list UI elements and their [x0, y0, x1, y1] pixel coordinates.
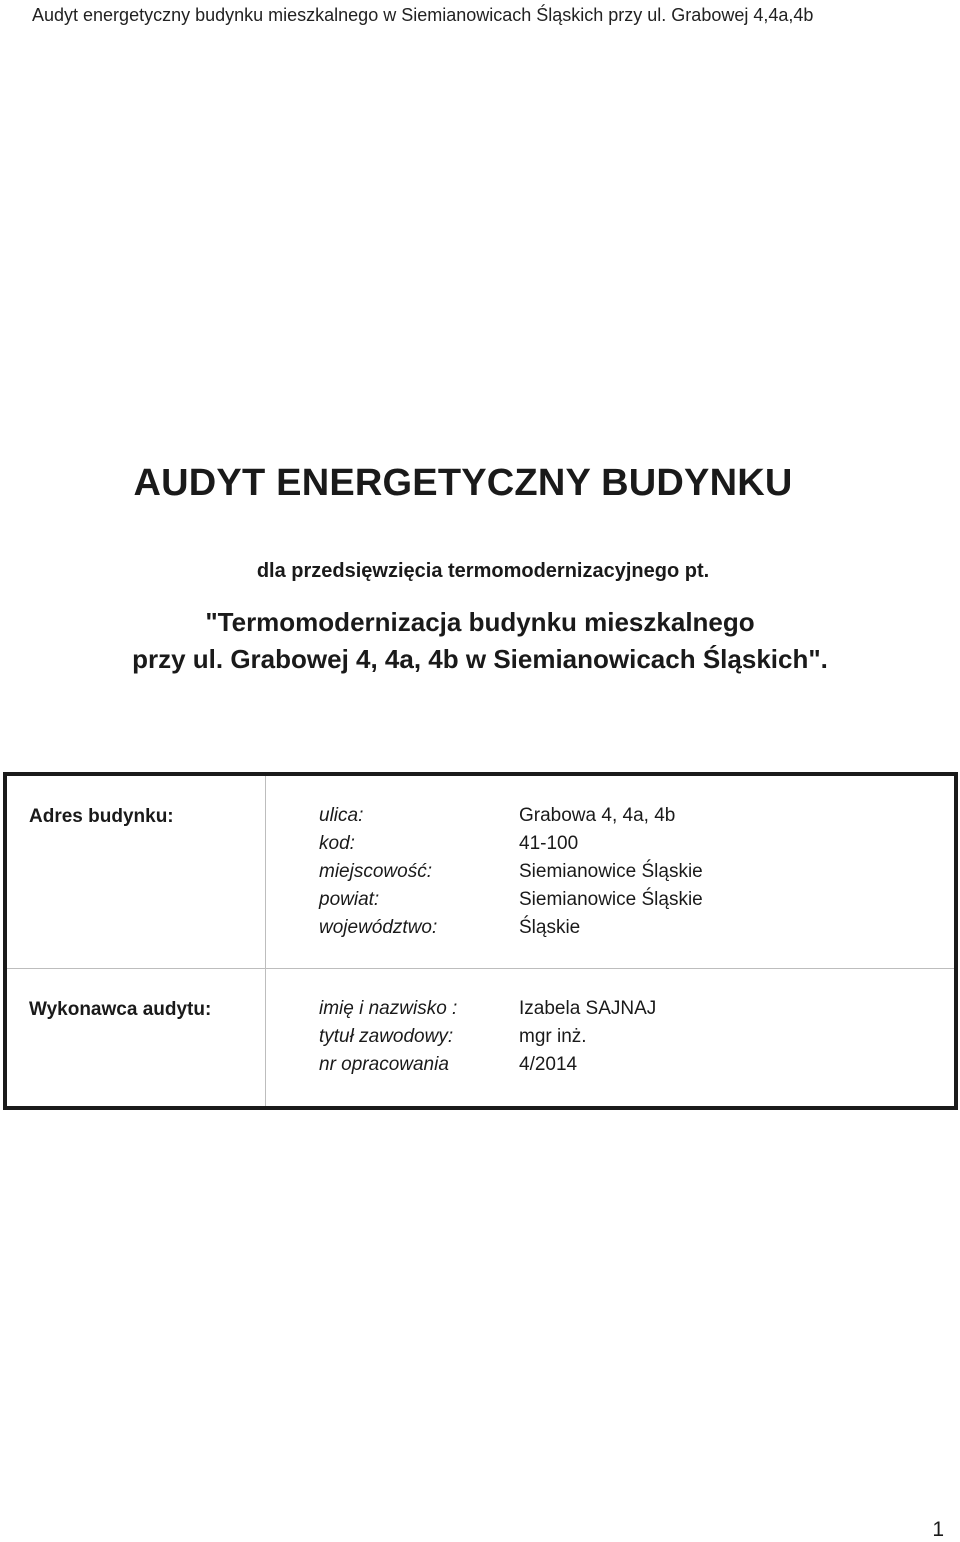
address-key: kod:	[319, 833, 355, 854]
address-row-county	[319, 886, 703, 914]
auditor-key: tytuł zawodowy:	[319, 1026, 454, 1047]
address-value: Śląskie	[519, 917, 581, 938]
running-header: Audyt energetyczny budynku mieszkalnego w Siemianowicach Śląskich przy ul. Grabowej 4,4a,4b	[32, 5, 814, 25]
document-subtitle: dla przedsięwzięcia termomodernizacyjnego pt.	[256, 560, 710, 582]
address-row-voivodeship	[319, 914, 703, 942]
address-key: ulica:	[319, 805, 364, 826]
address-value: Siemianowice Śląskie	[519, 889, 703, 910]
page-number: 1	[932, 1518, 944, 1541]
project-name-line-2: przy ul. Grabowej 4, 4a, 4b w Siemianowicach Śląskich".	[132, 644, 828, 674]
address-details	[319, 802, 703, 942]
auditor-section-label: Wykonawca audytu:	[29, 999, 212, 1020]
auditor-key: nr opracowania	[319, 1054, 449, 1075]
address-key: powiat:	[319, 889, 380, 910]
address-section-label: Adres budynku:	[29, 806, 174, 827]
address-value: Siemianowice Śląskie	[519, 861, 703, 882]
auditor-key: imię i nazwisko :	[319, 998, 458, 1019]
auditor-value: mgr inż.	[519, 1026, 587, 1047]
column-divider	[265, 776, 266, 1106]
document-title: AUDYT ENERGETYCZNY BUDYNKU	[133, 462, 793, 504]
address-value: Grabowa 4, 4a, 4b	[519, 805, 676, 826]
auditor-value: Izabela SAJNAJ	[519, 998, 657, 1019]
project-name	[0, 604, 960, 678]
auditor-value: 4/2014	[519, 1054, 578, 1075]
auditor-row-title	[319, 1023, 656, 1051]
info-box	[3, 772, 958, 1110]
section-divider	[7, 968, 954, 969]
address-row-street	[319, 802, 703, 830]
address-row-city	[319, 858, 703, 886]
auditor-row-report-number	[319, 1051, 656, 1079]
address-row-postal-code	[319, 830, 703, 858]
auditor-details	[319, 995, 656, 1079]
address-key: miejscowość:	[319, 861, 432, 882]
address-value: 41-100	[519, 833, 579, 854]
auditor-row-name	[319, 995, 656, 1023]
address-key: województwo:	[319, 917, 438, 938]
project-name-line-1: "Termomodernizacja budynku mieszkalnego	[205, 607, 755, 637]
